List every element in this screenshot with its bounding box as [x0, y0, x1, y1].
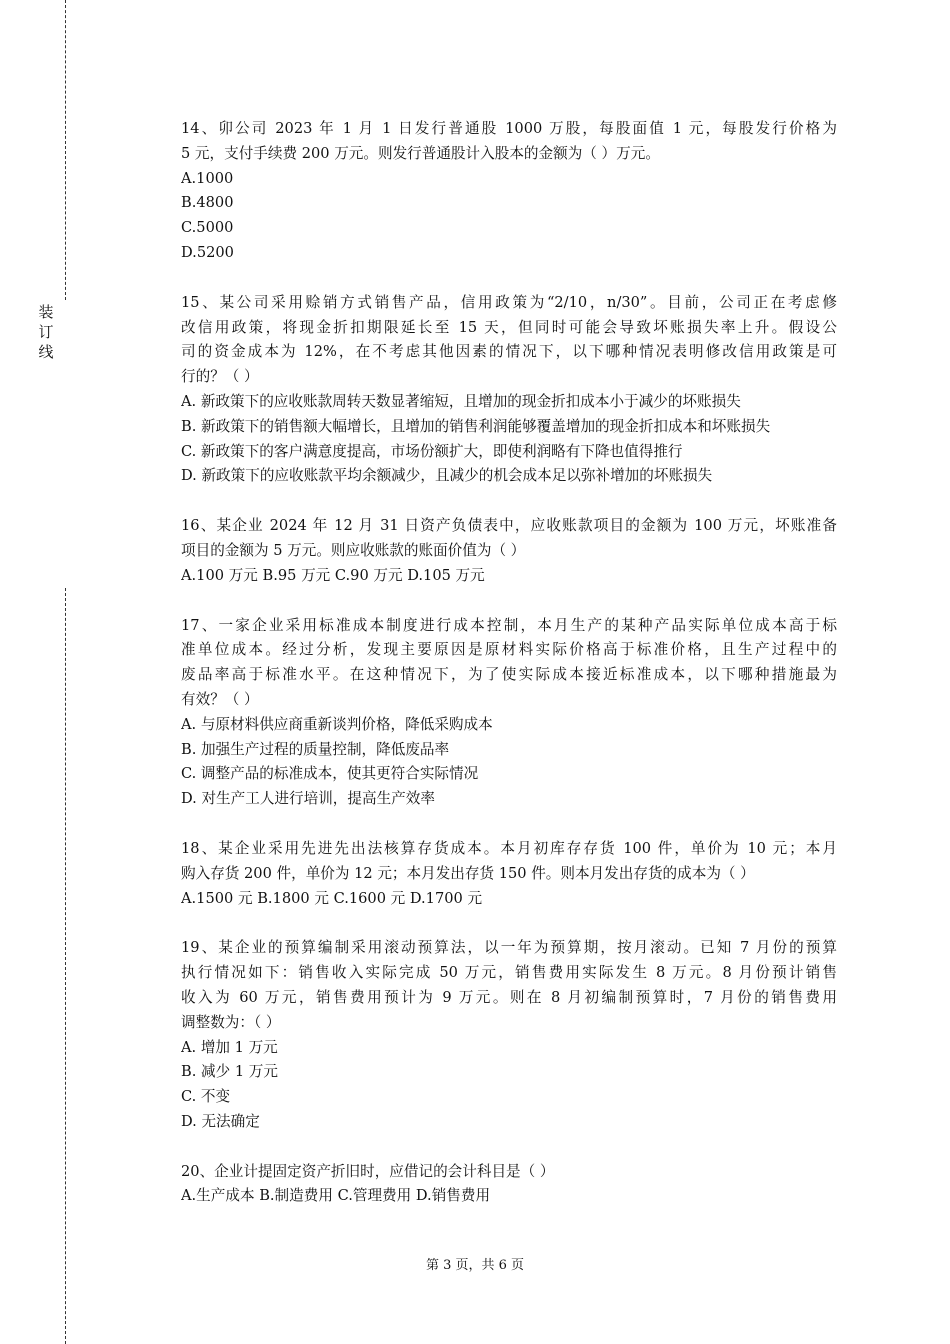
option-a: A. 增加 1 万元: [181, 1038, 278, 1056]
option-b: B. 加强生产过程的质量控制，降低废品率: [181, 740, 450, 758]
question-stem-line: 19、某企业的预算编制采用滚动预算法，以一年为预算期，按月滚动。已知 7 月份的预算: [181, 939, 837, 957]
option-c: C.5000: [181, 219, 234, 237]
question-stem-line: 18、某企业采用先进先出法核算存货成本。本月初库存存货 100 件，单价为 10 元；本月: [181, 839, 837, 857]
question-20: [181, 1160, 837, 1210]
question-stem-line: 17、一家企业采用标准成本制度进行成本控制，本月生产的某种产品实际单位成本高于标: [181, 616, 837, 634]
question-14: [181, 117, 837, 266]
option-a: A.1000: [181, 169, 234, 187]
question-list: [181, 117, 837, 1234]
question-stem-line: 20、企业计提固定资产折旧时，应借记的会计科目是（ ）: [181, 1162, 555, 1180]
binding-label-char: 订: [38, 323, 54, 341]
question-stem-line: 改信用政策，将现金折扣期限延长至 15 天，但同时可能会导致坏账损失率上升。假设公: [181, 318, 837, 336]
question-stem-line: 14、卯公司 2023 年 1 月 1 日发行普通股 1000 万股，每股面值 1 元，每股发行价格为: [181, 120, 837, 137]
option-c: C. 不变: [181, 1088, 231, 1106]
option-b: B.4800: [181, 194, 234, 212]
question-18: [181, 837, 837, 911]
question-19: [181, 936, 837, 1134]
question-stem-line: 司的资金成本为 12%，在不考虑其他因素的情况下，以下哪种情况表明修改信用政策是可: [181, 343, 837, 361]
binding-label-char: 装: [38, 303, 54, 321]
question-stem-line: 5 元，支付手续费 200 万元。则发行普通股计入股本的金额为（ ）万元。: [181, 144, 660, 162]
question-16: [181, 514, 837, 588]
question-17: [181, 614, 837, 812]
binding-label: [36, 302, 56, 362]
question-stem-line: 有效？（ ）: [181, 690, 259, 708]
binding-line-bottom: [65, 588, 66, 1344]
question-stem-line: 16、某企业 2024 年 12 月 31 日资产负债表中，应收账款项目的金额为 100 万元，坏账准备: [181, 517, 837, 535]
question-stem-line: 购入存货 200 件，单价为 12 元；本月发出存货 150 件。则本月发出存货的成本为（ ）: [181, 864, 755, 882]
question-stem-line: 准单位成本。经过分析，发现主要原因是原材料实际价格高于标准价格，且生产过程中的: [181, 641, 837, 659]
options-inline: A.100 万元 B.95 万元 C.90 万元 D.105 万元: [181, 566, 485, 584]
question-stem-line: 收入为 60 万元，销售费用预计为 9 万元。则在 8 月初编制预算时，7 月份的销售费用: [181, 988, 837, 1006]
binding-line-top: [65, 0, 66, 300]
option-d: D. 对生产工人进行培训，提高生产效率: [181, 790, 435, 808]
question-stem-line: 调整数为：（ ）: [181, 1013, 281, 1031]
options-inline: A.生产成本 B.制造费用 C.管理费用 D.销售费用: [181, 1187, 491, 1205]
question-stem-line: 执行情况如下：销售收入实际完成 50 万元，销售费用实际发生 8 万元。8 月份预计销售: [181, 964, 837, 982]
option-a: A. 新政策下的应收账款周转天数显著缩短，且增加的现金折扣成本小于减少的坏账损失: [181, 392, 741, 410]
question-stem-line: 废品率高于标准水平。在这种情况下，为了使实际成本接近标准成本，以下哪种措施最为: [181, 666, 837, 684]
option-d: D.5200: [181, 243, 234, 261]
binding-label-char: 线: [38, 343, 54, 361]
option-a: A. 与原材料供应商重新谈判价格，降低采购成本: [181, 715, 493, 733]
option-b: B. 减少 1 万元: [181, 1063, 278, 1081]
question-stem-line: 行的？（ ）: [181, 368, 259, 386]
question-15: [181, 291, 837, 489]
option-b: B. 新政策下的销售额大幅增长，且增加的销售利润能够覆盖增加的现金折扣成本和坏账损失: [181, 417, 771, 435]
question-stem-line: 项目的金额为 5 万元。则应收账款的账面价值为（ ）: [181, 541, 526, 559]
question-stem-line: 15、某公司采用赊销方式销售产品，信用政策为“2/10，n/30”。目前，公司正在考虑修: [181, 293, 837, 311]
options-inline: A.1500 元 B.1800 元 C.1600 元 D.1700 元: [181, 889, 483, 907]
page-number: 第 3 页，共 6 页: [425, 1258, 525, 1273]
option-d: D. 新政策下的应收账款平均余额减少，且减少的机会成本足以弥补增加的坏账损失: [181, 467, 713, 485]
option-d: D. 无法确定: [181, 1112, 260, 1130]
option-c: C. 新政策下的客户满意度提高，市场份额扩大，即使利润略有下降也值得推行: [181, 442, 683, 460]
option-c: C. 调整产品的标准成本，使其更符合实际情况: [181, 765, 479, 783]
